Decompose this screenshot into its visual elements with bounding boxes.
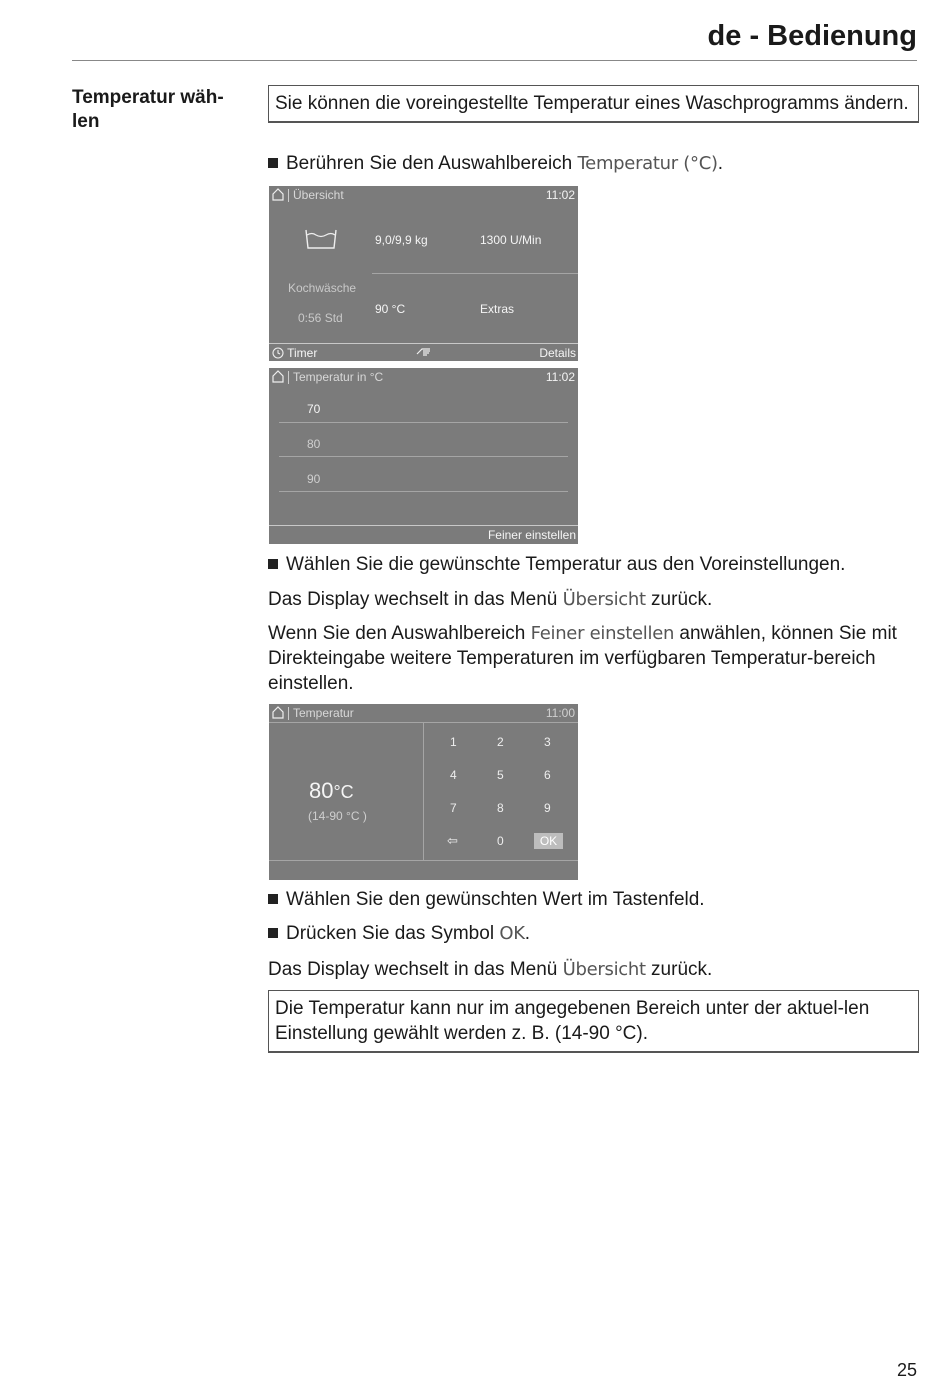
keypad-key-0[interactable]: 0 — [497, 834, 504, 848]
display-screen-temperature-keypad — [269, 704, 578, 880]
keypad-key-4[interactable]: 4 — [450, 768, 457, 782]
details-button[interactable]: Details — [539, 346, 576, 360]
paragraph-2: Wenn Sie den Auswahlbereich Feiner einstellen anwählen, können Sie mit Direkteingabe weitere Temperaturen im verfügbaren Temperatur-bereich einstellen. — [268, 623, 897, 694]
keypad-key-9[interactable]: 9 — [544, 801, 551, 815]
clock-time: 11:00 — [545, 706, 575, 720]
divider — [269, 343, 578, 344]
screen-title: Temperatur — [288, 707, 354, 720]
divider — [372, 273, 578, 274]
divider — [279, 456, 568, 457]
ui-term-overview: Übersicht — [562, 589, 646, 610]
keypad-key-3[interactable]: 3 — [544, 735, 551, 749]
paragraph-3: Das Display wechselt in das Menü Übersicht zurück. — [268, 959, 713, 980]
load-value[interactable]: 9,0/9,9 kg — [375, 233, 428, 247]
ui-term-fine-adjust: Feiner einstellen — [530, 623, 675, 644]
fine-adjust-button[interactable]: Feiner einstellen — [487, 528, 576, 542]
extras-button[interactable]: Extras — [480, 302, 515, 316]
section-title: Temperatur wäh- len — [72, 87, 224, 132]
keypad-key-5[interactable]: 5 — [497, 768, 504, 782]
header-divider — [72, 60, 917, 61]
status-bar — [269, 704, 578, 722]
temperature-value[interactable]: 90 °C — [375, 302, 406, 316]
backspace-key-icon[interactable]: ⇦ — [447, 833, 458, 848]
display-screen-temperature-list — [269, 368, 578, 544]
timer-button[interactable]: Timer — [272, 346, 317, 360]
temperature-option[interactable]: 90 — [307, 472, 321, 486]
keypad-key-1[interactable]: 1 — [450, 735, 457, 749]
clock-icon — [272, 346, 284, 360]
note-box: Die Temperatur kann nur im angegebenen Bereich unter der aktuel-len Einstellung gewählt werden z. B. (14-90 °C). — [268, 990, 919, 1053]
divider — [279, 491, 568, 492]
program-duration: 0:56 Std — [298, 311, 343, 325]
status-bar — [269, 368, 578, 386]
step-2: Wählen Sie die gewünschte Temperatur aus den Voreinstellungen. — [268, 552, 845, 577]
screen-title: Übersicht — [288, 189, 344, 202]
keypad-key-7[interactable]: 7 — [450, 801, 457, 815]
divider — [423, 722, 424, 860]
bullet-square-icon — [268, 894, 278, 904]
intro-box: Sie können die voreingestellte Temperatur eines Waschprogramms ändern. — [268, 85, 919, 123]
keypad-key-6[interactable]: 6 — [544, 768, 551, 782]
step-3: Wählen Sie den gewünschten Wert im Tastenfeld. — [268, 887, 705, 912]
page-header-title: de - Bedienung — [707, 20, 917, 52]
display-screen-overview — [269, 186, 578, 361]
temperature-range: (14-90 °C ) — [308, 809, 367, 823]
ui-term-ok: OK — [499, 923, 525, 944]
keypad-key-8[interactable]: 8 — [497, 801, 504, 815]
washtub-icon — [304, 228, 338, 253]
temperature-option[interactable]: 70 — [307, 402, 321, 416]
ok-button[interactable]: OK — [534, 833, 563, 849]
ui-term-temperature: Temperatur (°C) — [577, 153, 718, 174]
screen-title: Temperatur in °C — [288, 371, 383, 384]
paragraph-1: Das Display wechselt in das Menü Übersicht zurück. — [268, 589, 713, 610]
keypad-key-2[interactable]: 2 — [497, 735, 504, 749]
bullet-square-icon — [268, 559, 278, 569]
temperature-option[interactable]: 80 — [307, 437, 321, 451]
hand-icon[interactable] — [416, 346, 432, 361]
spin-value[interactable]: 1300 U/Min — [480, 233, 542, 247]
clock-time: 11:02 — [545, 188, 575, 202]
bullet-square-icon — [268, 928, 278, 938]
program-name: Kochwäsche — [288, 281, 357, 295]
divider — [279, 422, 568, 423]
ui-term-overview: Übersicht — [562, 959, 646, 980]
home-icon[interactable] — [272, 370, 284, 388]
divider — [269, 525, 578, 526]
clock-time: 11:02 — [545, 370, 575, 384]
status-bar — [269, 186, 578, 204]
home-icon[interactable] — [272, 188, 284, 206]
step-4: Drücken Sie das Symbol OK. — [268, 921, 530, 946]
divider — [269, 860, 578, 861]
temperature-entry: 80°C — [309, 778, 354, 803]
step-1: Berühren Sie den Auswahlbereich Temperatur (°C). — [268, 151, 723, 176]
bullet-square-icon — [268, 158, 278, 168]
page-number: 25 — [896, 1360, 917, 1380]
